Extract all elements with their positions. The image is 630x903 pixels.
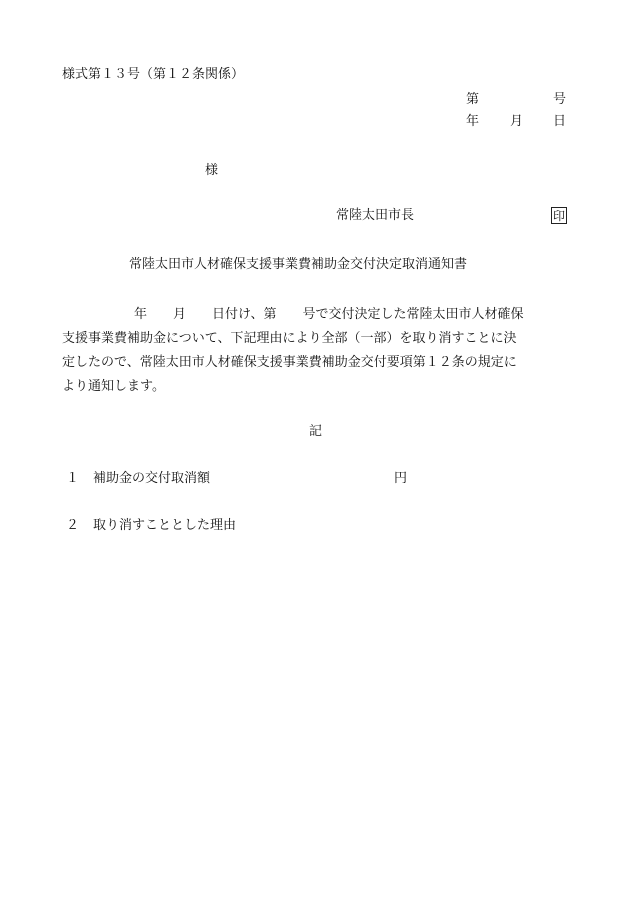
date-month: 月 — [510, 114, 524, 129]
body-line-3: 定したので、常陸太田市人材確保支援事業費補助金交付要項第１２条の規定に — [62, 355, 517, 370]
item-2-number: ２ — [66, 518, 80, 533]
doc-number-suffix: 号 — [553, 92, 567, 107]
form-number: 様式第１３号（第１２条関係） — [62, 67, 245, 82]
item-2-label: 取り消すこととした理由 — [93, 518, 237, 533]
issuer-name: 常陸太田市長 — [336, 208, 415, 223]
body-line-4: より通知します。 — [62, 379, 165, 394]
date-day: 日 — [553, 114, 567, 129]
item-1-number: １ — [66, 471, 80, 486]
item-1-label: 補助金の交付取消額 — [93, 471, 211, 486]
body-line-1: 年 月 日付け、第 号で交付決定した常陸太田市人材確保 — [134, 307, 524, 322]
ki-heading: 記 — [309, 424, 323, 439]
item-1-unit: 円 — [394, 471, 408, 486]
document-title: 常陸太田市人材確保支援事業費補助金交付決定取消通知書 — [129, 257, 468, 272]
date-year: 年 — [466, 114, 480, 129]
body-line-2: 支援事業費補助金について、下記理由により全部（一部）を取り消すことに決 — [62, 331, 517, 346]
doc-number-prefix: 第 — [466, 92, 480, 107]
body-paragraph — [62, 303, 572, 399]
addressee-suffix: 様 — [205, 163, 219, 178]
seal-mark: 印 — [552, 209, 565, 223]
